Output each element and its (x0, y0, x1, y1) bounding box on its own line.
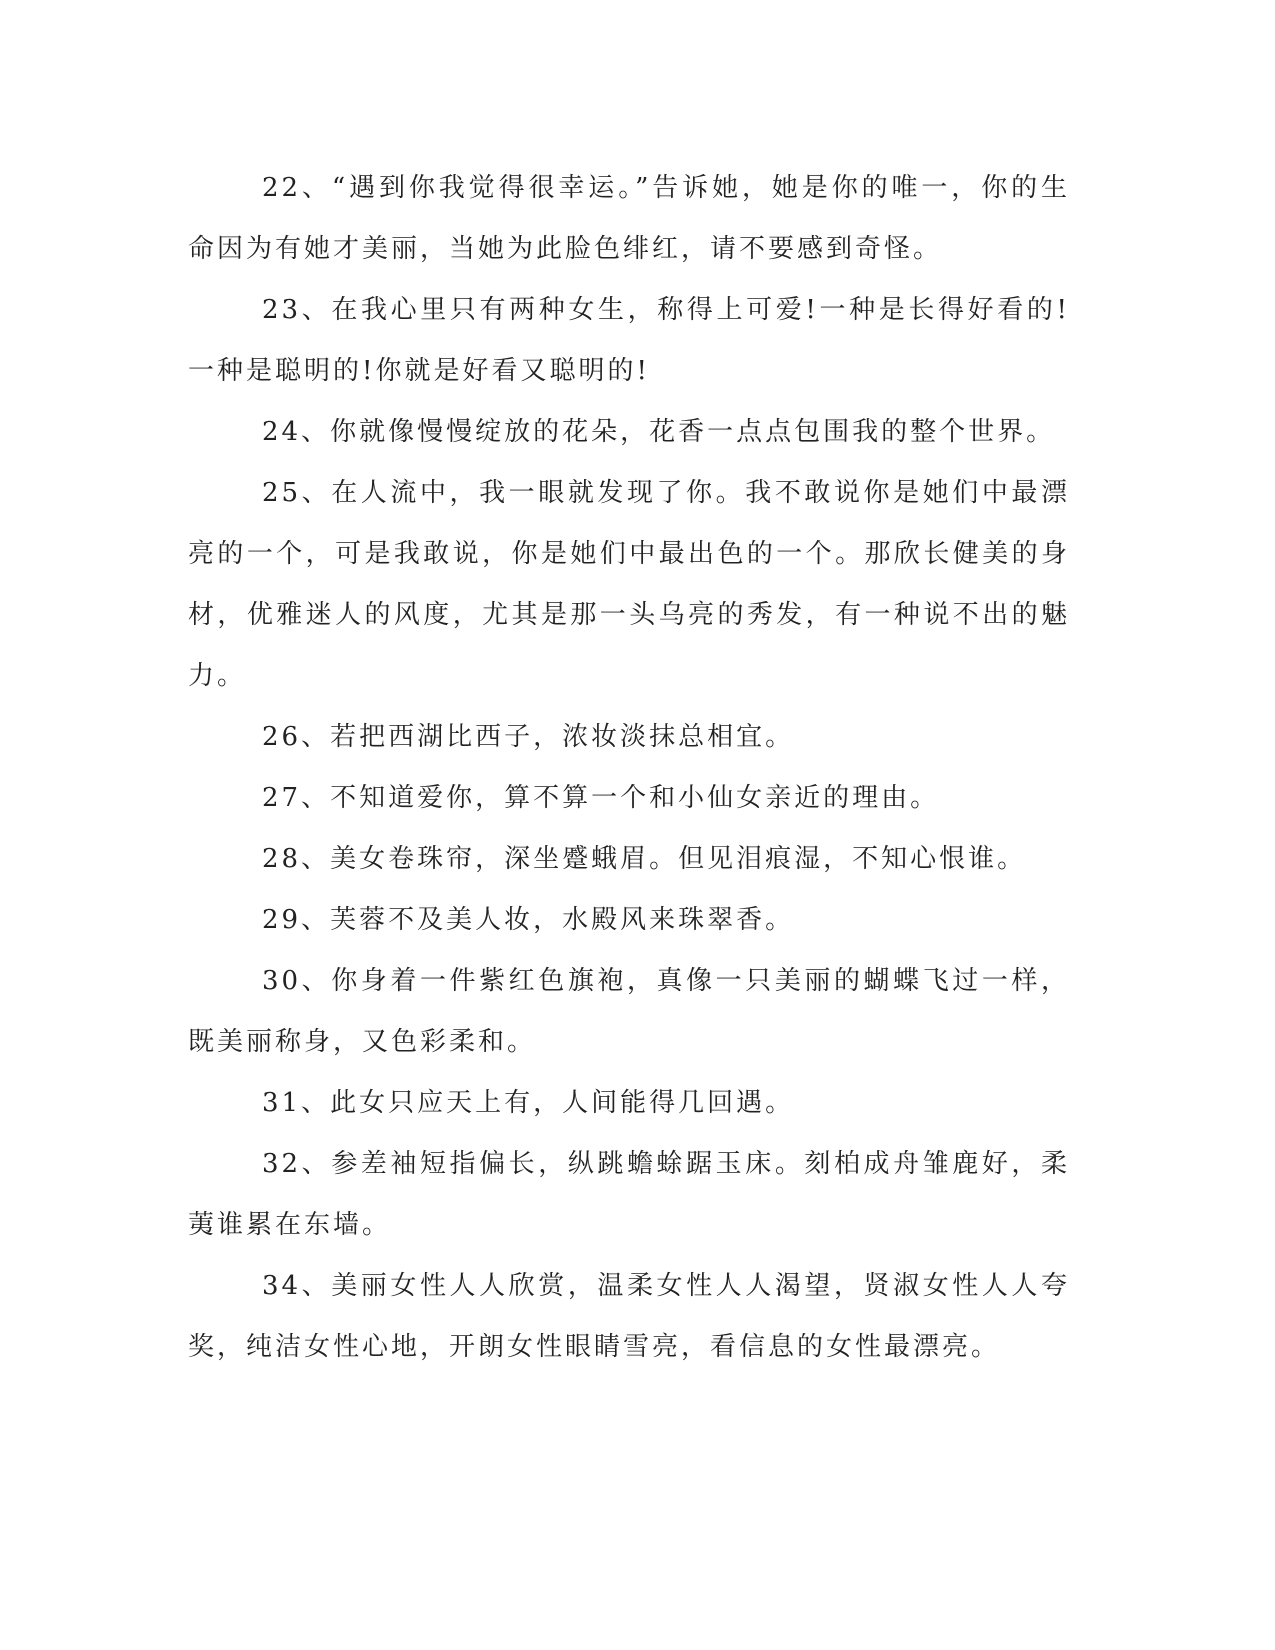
paragraph-27: 27、不知道爱你，算不算一个和小仙女亲近的理由。 (262, 783, 940, 813)
document-body (188, 158, 1070, 1378)
paragraph-30: 30、你身着一件紫红色旗袍，真像一只美丽的蝴蝶飞过一样，既美丽称身，又色彩柔和。 (188, 966, 1070, 1057)
paragraph-24: 24、你就像慢慢绽放的花朵，花香一点点包围我的整个世界。 (262, 417, 1056, 447)
paragraph-32: 32、参差袖短指偏长，纵跳蟾蜍踞玉床。刻柏成舟雏鹿好，柔荑谁累在东墙。 (188, 1149, 1070, 1240)
paragraph-29: 29、芙蓉不及美人妆，水殿风来珠翠香。 (262, 905, 795, 935)
paragraph-28: 28、美女卷珠帘，深坐蹙蛾眉。但见泪痕湿，不知心恨谁。 (262, 844, 1027, 874)
paragraph-26: 26、若把西湖比西子，浓妆淡抹总相宜。 (262, 722, 795, 752)
paragraph-22: 22、“遇到你我觉得很幸运。”告诉她，她是你的唯一，你的生命因为有她才美丽，当她为此脸色绯红，请不要感到奇怪。 (188, 173, 1070, 264)
paragraph-31: 31、此女只应天上有，人间能得几回遇。 (262, 1088, 795, 1118)
paragraph-23: 23、在我心里只有两种女生，称得上可爱!一种是长得好看的!一种是聪明的!你就是好看又聪明的! (188, 295, 1070, 386)
paragraph-25: 25、在人流中，我一眼就发现了你。我不敢说你是她们中最漂亮的一个，可是我敢说，你是她们中最出色的一个。那欣长健美的身材，优雅迷人的风度，尤其是那一头乌亮的秀发，有一种说不出的魅力。 (188, 478, 1070, 691)
paragraph-34: 34、美丽女性人人欣赏，温柔女性人人渴望，贤淑女性人人夸奖，纯洁女性心地，开朗女性眼睛雪亮，看信息的女性最漂亮。 (188, 1271, 1070, 1362)
